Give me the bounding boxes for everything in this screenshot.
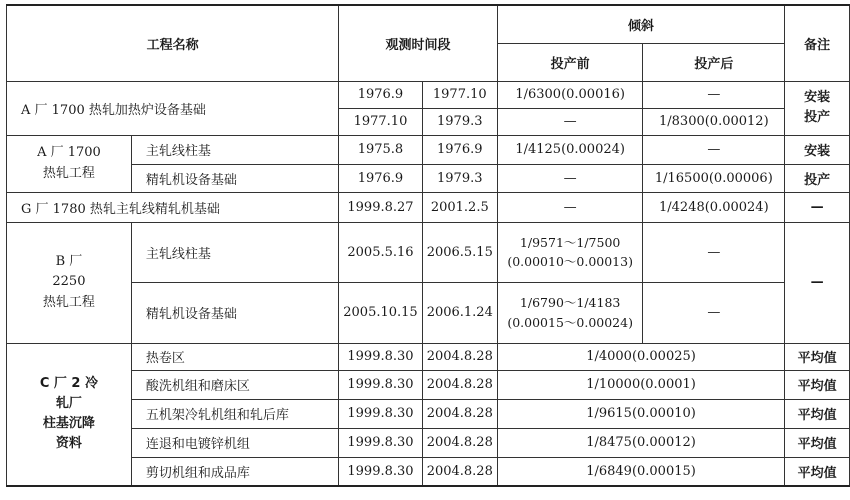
project-group-cell: C 厂 2 冷 轧厂 柱基沉降 资料 bbox=[7, 343, 132, 486]
sub-project-cell: 酸洗机组和磨床区 bbox=[131, 370, 338, 399]
tilt-before-cell: 1/4125(0.00024) bbox=[497, 135, 643, 164]
tilt-before-cell: 1/6790～1/4183 (0.00015～0.00024) bbox=[497, 282, 643, 343]
tilt-before-cell: — bbox=[497, 108, 643, 135]
project-group-cell: B 厂 2250 热轧工程 bbox=[7, 222, 132, 343]
table-row bbox=[7, 370, 850, 399]
header-after-production: 投产后 bbox=[643, 43, 785, 81]
start-date-cell: 2005.5.16 bbox=[339, 222, 422, 282]
table-row bbox=[7, 81, 850, 108]
tilt-merged-cell: 1/8475(0.00012) bbox=[497, 428, 784, 457]
start-date-cell: 1999.8.30 bbox=[339, 399, 422, 428]
tilt-before-cell: — bbox=[497, 164, 643, 192]
tilt-before-cell: 1/6300(0.00016) bbox=[497, 81, 643, 108]
start-date-cell: 1999.8.30 bbox=[339, 343, 422, 370]
table-row bbox=[7, 428, 850, 457]
tilt-after-cell: — bbox=[643, 222, 785, 282]
table-row bbox=[7, 457, 850, 486]
start-date-cell: 1999.8.30 bbox=[339, 370, 422, 399]
table-row bbox=[7, 399, 850, 428]
table-row bbox=[7, 135, 850, 164]
remark-cell: 平均值 bbox=[785, 428, 850, 457]
start-date-cell: 1976.9 bbox=[339, 81, 422, 108]
remark-cell: 安装 投产 bbox=[785, 81, 850, 135]
sub-project-cell: 主轧线柱基 bbox=[131, 135, 338, 164]
sub-project-cell: 五机架冷轧机组和轧后库 bbox=[131, 399, 338, 428]
tilt-after-cell: — bbox=[643, 135, 785, 164]
end-date-cell: 1976.9 bbox=[422, 135, 497, 164]
start-date-cell: 2005.10.15 bbox=[339, 282, 422, 343]
header-tilt: 倾斜 bbox=[497, 5, 784, 43]
remark-cell: — bbox=[785, 222, 850, 343]
end-date-cell: 2001.2.5 bbox=[422, 192, 497, 222]
table-row bbox=[7, 343, 850, 370]
end-date-cell: 1979.3 bbox=[422, 164, 497, 192]
end-date-cell: 2004.8.28 bbox=[422, 428, 497, 457]
tilt-merged-cell: 1/10000(0.0001) bbox=[497, 370, 784, 399]
sub-project-cell: 主轧线柱基 bbox=[131, 222, 338, 282]
project-name-cell: A 厂 1700 热轧加热炉设备基础 bbox=[7, 81, 339, 135]
tilt-data-table bbox=[6, 4, 850, 487]
remark-cell: 平均值 bbox=[785, 343, 850, 370]
project-name-cell: G 厂 1780 热轧主轧线精轧机基础 bbox=[7, 192, 339, 222]
remark-cell: 投产 bbox=[785, 164, 850, 192]
start-date-cell: 1999.8.30 bbox=[339, 428, 422, 457]
end-date-cell: 2006.1.24 bbox=[422, 282, 497, 343]
tilt-merged-cell: 1/4000(0.00025) bbox=[497, 343, 784, 370]
end-date-cell: 1977.10 bbox=[422, 81, 497, 108]
header-project-name: 工程名称 bbox=[7, 5, 339, 81]
tilt-before-cell: — bbox=[497, 192, 643, 222]
start-date-cell: 1977.10 bbox=[339, 108, 422, 135]
tilt-after-cell: — bbox=[643, 81, 785, 108]
end-date-cell: 2004.8.28 bbox=[422, 457, 497, 486]
end-date-cell: 2006.5.15 bbox=[422, 222, 497, 282]
tilt-merged-cell: 1/6849(0.00015) bbox=[497, 457, 784, 486]
tilt-after-cell: — bbox=[643, 282, 785, 343]
table-row bbox=[7, 222, 850, 282]
table-row bbox=[7, 282, 850, 343]
end-date-cell: 1979.3 bbox=[422, 108, 497, 135]
end-date-cell: 2004.8.28 bbox=[422, 399, 497, 428]
start-date-cell: 1999.8.27 bbox=[339, 192, 422, 222]
sub-project-cell: 热卷区 bbox=[131, 343, 338, 370]
end-date-cell: 2004.8.28 bbox=[422, 343, 497, 370]
remark-cell: — bbox=[785, 192, 850, 222]
header-remarks: 备注 bbox=[785, 5, 850, 81]
tilt-after-cell: 1/4248(0.00024) bbox=[643, 192, 785, 222]
sub-project-cell: 连退和电镀锌机组 bbox=[131, 428, 338, 457]
start-date-cell: 1976.9 bbox=[339, 164, 422, 192]
remark-cell: 安装 bbox=[785, 135, 850, 164]
sub-project-cell: 精轧机设备基础 bbox=[131, 164, 338, 192]
table-row bbox=[7, 192, 850, 222]
header-before-production: 投产前 bbox=[497, 43, 643, 81]
remark-cell: 平均值 bbox=[785, 370, 850, 399]
tilt-after-cell: 1/16500(0.00006) bbox=[643, 164, 785, 192]
tilt-data-table-container bbox=[6, 4, 850, 487]
remark-cell: 平均值 bbox=[785, 457, 850, 486]
remark-cell: 平均值 bbox=[785, 399, 850, 428]
tilt-before-cell: 1/9571～1/7500 (0.00010～0.00013) bbox=[497, 222, 643, 282]
sub-project-cell: 剪切机组和成品库 bbox=[131, 457, 338, 486]
table-row bbox=[7, 164, 850, 192]
project-group-cell: A 厂 1700 热轧工程 bbox=[7, 135, 132, 192]
start-date-cell: 1999.8.30 bbox=[339, 457, 422, 486]
start-date-cell: 1975.8 bbox=[339, 135, 422, 164]
tilt-merged-cell: 1/9615(0.00010) bbox=[497, 399, 784, 428]
sub-project-cell: 精轧机设备基础 bbox=[131, 282, 338, 343]
header-observation-period: 观测时间段 bbox=[339, 5, 498, 81]
tilt-after-cell: 1/8300(0.00012) bbox=[643, 108, 785, 135]
end-date-cell: 2004.8.28 bbox=[422, 370, 497, 399]
header-row-1 bbox=[7, 5, 850, 43]
